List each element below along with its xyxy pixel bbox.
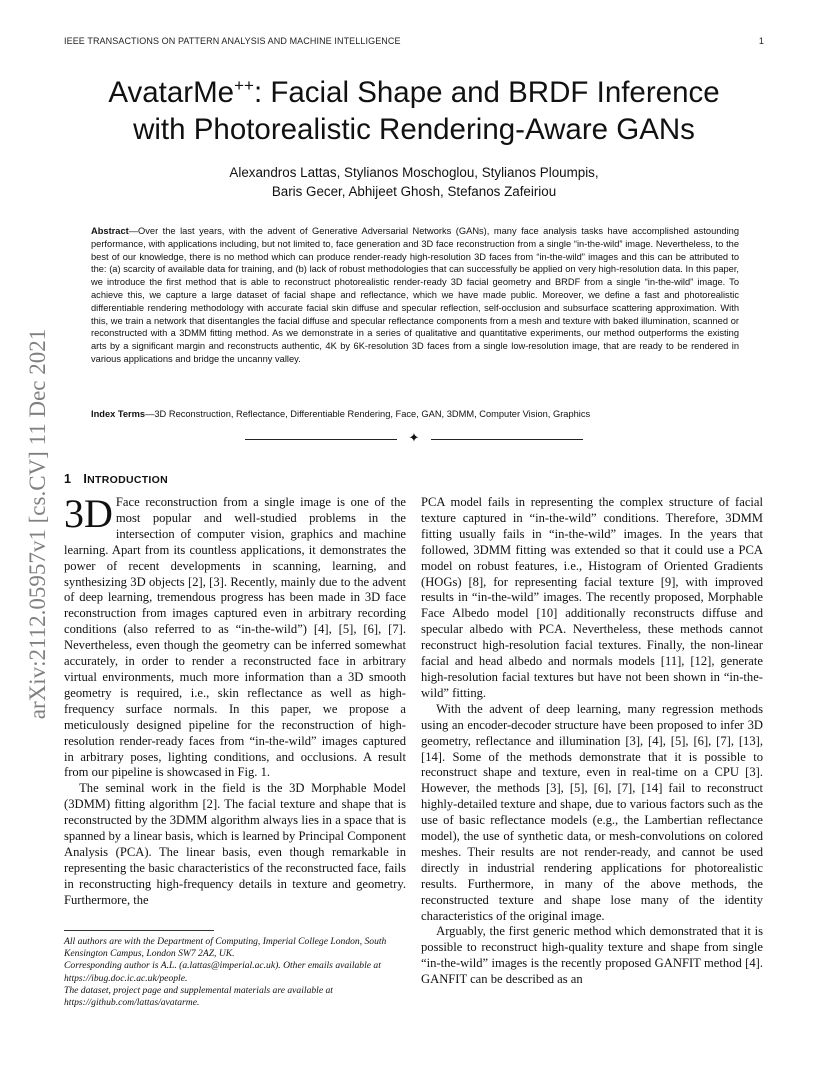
author-list [64,164,764,201]
section-title-rest: NTRODUCTION [87,474,169,486]
section-number: 1 [64,472,72,486]
paragraph-4: With the advent of deep learning, many regression methods using an encoder-decoder structure have been proposed to infer 3D geometry, reflectance and illumination [3], [4], [5], [6], [7], [13], [14]. Some of the methods demonstrate that it is possible to reconstruct shape and texture, even in real-time on a CPU [3]. However, the methods [3], [5], [6], [7], [14] fail to reconstruct highly-detailed texture and shape, due to various factors such as the use of basic reflectance models (e.g., the Lambertian reflectance model), the use of synthetic data, or mesh-convolutions on colored meshes. Their results are not render-ready, and cannot be used directly in industrial rendering applications for photorealistic results. Furthermore, in many of the above methods, the reconstructed texture and shape lose many of the identity characteristics of the original image. [421,701,763,923]
paragraph-2: The seminal work in the field is the 3D Morphable Model (3DMM) fitting algorithm [2]. The facial texture and shape that is reconstructed by the 3DMM algorithm always lies in a space that is spanned by a linear basis, which is learned by Principal Component Analysis (PCA). The linear basis, even though remarkable in representing the basic characteristics of the reconstructed face, fails in reconstructing high-frequency details in texture and geometry. Furthermore, the [64,781,406,907]
footnote-1: All authors are with the Department of Computing, Imperial College London, South Kensington Campus, London SW7 2AZ, UK. [64,936,387,960]
abstract-text: —Over the last years, with the advent of Generative Adversarial Networks (GANs), many face analysis tasks have accomplished astounding performance, with applications including, but not limited to, face generation and 3D face reconstruction from a single “in-the-wild” image. Nevertheless, to the best of our knowledge, there is no method which can produce render-ready high-resolution 3D faces from “in-the-wild” images and this can be attributed to the: (a) scarcity of available data for training, and (b) lack of robust methodologies that can successfully be applied on very high-resolution data. In this paper, we introduce the first method that is able to reconstruct photorealistic render-ready 3D facial geometry and BRDF from a single “in-the-wild” image. To achieve this, we capture a large dataset of facial shape and reflectance, which we have made public. Moreover, we define a fast and photorealistic differentiable rendering methodology with accurate facial skin diffuse and specular reflection, self-occlusion and subsurface scattering approximation. With this, we train a network that disentangles the facial diffuse and specular reflectance components from a mesh and texture with baked illumination, scanned or reconstructed with a 3DMM fitting method. As we demonstrate in a series of qualitative and quantitative experiments, our method outperforms the existing arts by a significant margin and reconstructs authentic, 4K by 6K-resolution 3D faces from a single low-resolution image, that are ready to be rendered in various applications and bridge the uncanny valley. [91,226,739,364]
index-terms-text: —3D Reconstruction, Reflectance, Differentiable Rendering, Face, GAN, 3DMM, Computer Vision, Graphics [145,409,591,419]
abstract [91,225,739,366]
index-terms-label: Index Terms [91,409,146,419]
dropcap: 3D [64,491,113,536]
abstract-label: Abstract [91,226,129,236]
right-column [421,495,763,988]
left-column [64,491,406,909]
separator-line-left [245,439,397,440]
authors-line1: Alexandros Lattas, Stylianos Moschoglou, Stylianos Ploumpis, [229,165,599,180]
title-line2: with Photorealistic Rendering-Aware GANs [133,113,695,146]
title-part1: AvatarMe [108,76,235,109]
footnote-rule [64,930,214,931]
footnote-3: The dataset, project page and supplemental materials are available at https://github.com/lattas/avatarme. [64,984,333,1009]
index-terms [91,408,739,421]
paragraph-5: Arguably, the first generic method which demonstrated that it is possible to reconstruct high-quality texture and shape from single “in-the-wild” images is the recently proposed GANFIT method [4]. GANFIT can be described as an [421,924,763,987]
section-separator [245,431,583,446]
section-heading [64,472,168,486]
title-superscript: ++ [234,76,254,96]
page-number: 1 [758,36,764,46]
paragraph-3: PCA model fails in representing the complex structure of facial texture captured in “in-the-wild” conditions. Therefore, 3DMM fitting usually fails in “in-the-wild” images. In the years that followed, 3DMM fitting was extended so that it could use a PCA model on robust features, i.e., Histogram of Oriented Gradients (HOGs) [8], for representing facial texture [9], with improved results in “in-the-wild” images. The recently proposed, Morphable Face Albedo model [10] additionally reconstructs diffuse and specular albedo with PCA. Nevertheless, these methods cannot reconstruct high-resolution facial textures. Finally, the non-linear facial and head albedo and normals models [11], [12], generate high-resolution facial textures but have not been shown in “in-the-wild” fitting. [421,495,763,700]
separator-star-icon: ✦ [408,431,420,446]
paper-title [64,74,764,148]
footnotes [64,936,410,1009]
title-part2: : Facial Shape and BRDF Inference [253,76,720,109]
arxiv-sidebar [18,284,58,764]
separator-line-right [431,439,583,440]
journal-name: IEEE TRANSACTIONS ON PATTERN ANALYSIS AND MACHINE INTELLIGENCE [64,36,401,46]
authors-line2: Baris Gecer, Abhijeet Ghosh, Stefanos Zafeiriou [271,183,557,199]
paragraph-1-text: Face reconstruction from a single image is one of the most popular and well-studied problems in the intersection of computer vision, graphics and machine learning. Apart from its countless applications, it demonstrates the power of recent developments in scanning, learning, and synthesizing 3D objects [2], [3]. Recently, mainly due to the advent of deep learning, tremendous progress has been made in 3D face reconstruction from images captured even in arbitrary recording conditions (also referred to as “in-the-wild”) [4], [5], [6], [7]. Nevertheless, even though the geometry can be inferred somewhat accurately, in order to render a reconstructed face in arbitrary virtual environments, much more information than a 3D smooth geometry is required, i.e., skin reflectance as well as high-frequency surface normals. In this paper, we propose a meticulously designed pipeline for the reconstruction of high-resolution render-ready faces from “in-the-wild” images captured in arbitrary poses, lighting conditions, and occlusions. A result from our pipeline is showcased in Fig. 1. [64,495,406,780]
paragraph-1 [64,491,406,781]
section-title-first: I [83,472,88,486]
running-header [64,36,764,46]
footnote-2: Corresponding author is A.L. (a.lattas@imperial.ac.uk). Other emails available at https://ibug.doc.ic.ac.uk/people. [64,960,381,984]
arxiv-stamp: arXiv:2112.05957v1 [cs.CV] 11 Dec 2021 [25,328,50,720]
